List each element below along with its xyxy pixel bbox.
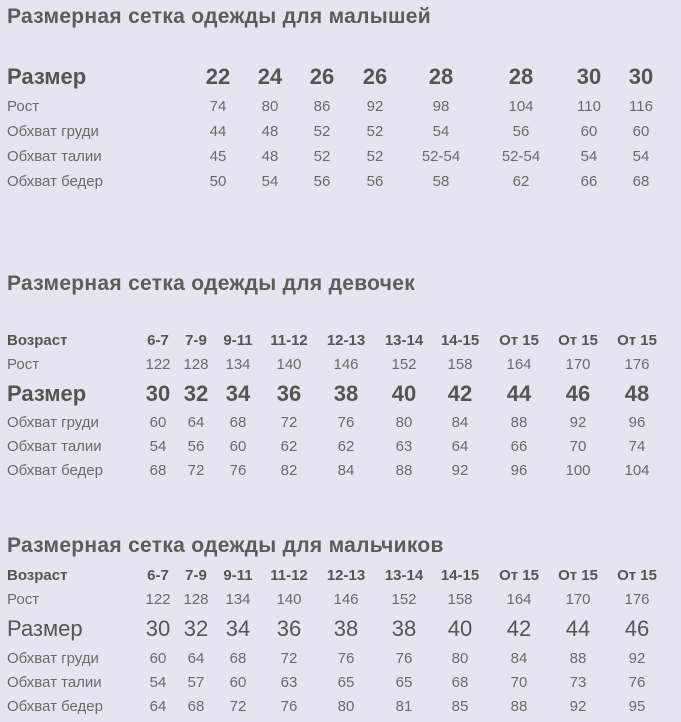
table-cell: 152 <box>391 591 417 608</box>
table-cell: 42 <box>506 616 532 641</box>
row-label: Обхват талии <box>7 674 102 691</box>
table-row <box>0 414 681 438</box>
table-cell: 52 <box>366 148 384 165</box>
table-cell: 12-13 <box>326 567 366 584</box>
table-cell: 60 <box>229 438 247 455</box>
table-cell: 56 <box>313 173 331 190</box>
table-row <box>0 650 681 674</box>
table-cell: 34 <box>225 616 251 641</box>
table-cell: 38 <box>333 381 359 406</box>
table-cell: 11-12 <box>270 332 308 349</box>
row-label: Обхват талии <box>7 148 102 165</box>
table-cell: 58 <box>432 173 450 190</box>
table-cell: 68 <box>451 674 469 691</box>
table-cell: 80 <box>451 650 469 667</box>
table-cell: 68 <box>229 414 247 431</box>
row-label: Обхват бедер <box>7 698 103 715</box>
table-row <box>0 332 681 356</box>
table-cell: 40 <box>391 381 417 406</box>
table-cell: 65 <box>395 674 413 691</box>
table-cell: 80 <box>337 698 355 715</box>
table-row <box>0 698 681 722</box>
table-cell: 52 <box>366 123 384 140</box>
table-cell: 64 <box>187 414 205 431</box>
table-cell: 122 <box>145 356 171 373</box>
table-row <box>0 64 681 88</box>
table-cell: 56 <box>366 173 384 190</box>
table-cell: 72 <box>280 650 298 667</box>
table-cell: 95 <box>628 698 646 715</box>
table-cell: 104 <box>508 98 534 115</box>
table-cell: 68 <box>632 173 650 190</box>
table-cell: 88 <box>510 414 528 431</box>
table-cell: 52 <box>313 123 331 140</box>
table-cell: 32 <box>183 381 209 406</box>
row-label: Обхват груди <box>7 123 99 140</box>
table-cell: 56 <box>512 123 530 140</box>
table-cell: 30 <box>145 616 171 641</box>
table-cell: 84 <box>510 650 528 667</box>
table-cell: От 15 <box>558 332 598 349</box>
table-cell: 176 <box>624 356 650 373</box>
table-cell: От 15 <box>499 332 539 349</box>
row-label: Рост <box>7 98 40 115</box>
table-cell: 48 <box>261 148 279 165</box>
table-cell: 128 <box>183 591 209 608</box>
table-cell: 100 <box>565 462 591 479</box>
table-cell: 62 <box>337 438 355 455</box>
table-cell: 70 <box>510 674 528 691</box>
table-cell: 54 <box>149 674 167 691</box>
table-cell: 86 <box>313 98 331 115</box>
table-cell: 13-14 <box>384 567 424 584</box>
table-cell: 48 <box>624 381 650 406</box>
table-cell: 36 <box>276 381 302 406</box>
table-cell: 76 <box>395 650 413 667</box>
table-cell: 76 <box>229 462 247 479</box>
table-cell: 74 <box>209 98 227 115</box>
table-cell: 84 <box>337 462 355 479</box>
table-cell: 54 <box>261 173 279 190</box>
table-cell: 73 <box>569 674 587 691</box>
table-cell: 42 <box>447 381 473 406</box>
table-cell: 110 <box>577 98 601 115</box>
table-cell: 11-12 <box>270 567 308 584</box>
table-cell: 176 <box>624 591 650 608</box>
table-cell: 7-9 <box>185 567 207 584</box>
table-cell: 81 <box>395 698 413 715</box>
table-row <box>0 567 681 591</box>
table-cell: 54 <box>580 148 598 165</box>
table-row <box>0 674 681 698</box>
table-cell: От 15 <box>617 332 657 349</box>
table-cell: 63 <box>395 438 413 455</box>
table-cell: 48 <box>261 123 279 140</box>
table-cell: 26 <box>309 64 335 89</box>
table-cell: 96 <box>628 414 646 431</box>
table-row <box>0 148 681 172</box>
table-cell: 34 <box>225 381 251 406</box>
table-cell: 164 <box>506 591 532 608</box>
table-cell: 158 <box>447 591 473 608</box>
table-cell: От 15 <box>558 567 598 584</box>
row-label: Размер <box>7 64 87 89</box>
table-cell: 170 <box>565 591 591 608</box>
table-cell: 32 <box>183 616 209 641</box>
table-cell: 92 <box>569 698 587 715</box>
table-cell: 46 <box>565 381 591 406</box>
table-cell: 13-14 <box>384 332 424 349</box>
table-row <box>0 381 681 405</box>
table-cell: 65 <box>337 674 355 691</box>
table-cell: 98 <box>432 98 450 115</box>
table-cell: 63 <box>280 674 298 691</box>
table-cell: 26 <box>362 64 388 89</box>
table-cell: 24 <box>257 64 283 89</box>
table-cell: 60 <box>580 123 598 140</box>
table-cell: 7-9 <box>185 332 207 349</box>
table-cell: 84 <box>451 414 469 431</box>
table-cell: 64 <box>187 650 205 667</box>
table-cell: 128 <box>183 356 209 373</box>
table-cell: 6-7 <box>147 332 169 349</box>
table-cell: 6-7 <box>147 567 169 584</box>
table-cell: 50 <box>209 173 227 190</box>
table-cell: 52 <box>313 148 331 165</box>
table-cell: 122 <box>145 591 171 608</box>
table-cell: 76 <box>280 698 298 715</box>
row-label: Возраст <box>7 332 68 349</box>
row-label: Возраст <box>7 567 68 584</box>
section-title-girls: Размерная сетка одежды для девочек <box>7 272 416 295</box>
table-cell: 28 <box>428 64 454 89</box>
table-cell: 30 <box>576 64 602 89</box>
table-cell: 56 <box>187 438 205 455</box>
table-cell: 92 <box>628 650 646 667</box>
table-cell: 158 <box>447 356 473 373</box>
table-cell: 88 <box>395 462 413 479</box>
table-row <box>0 616 681 640</box>
table-cell: 44 <box>506 381 532 406</box>
table-cell: 74 <box>628 438 646 455</box>
table-cell: 72 <box>229 698 247 715</box>
table-cell: 60 <box>149 414 167 431</box>
table-cell: 134 <box>225 356 251 373</box>
table-cell: 52-54 <box>501 148 541 165</box>
table-cell: 45 <box>209 148 227 165</box>
table-cell: 146 <box>333 356 359 373</box>
table-cell: 60 <box>632 123 650 140</box>
table-cell: 54 <box>149 438 167 455</box>
table-cell: 54 <box>632 148 650 165</box>
table-cell: 72 <box>280 414 298 431</box>
table-cell: 152 <box>391 356 417 373</box>
table-row <box>0 123 681 147</box>
table-cell: 76 <box>337 414 355 431</box>
table-row <box>0 173 681 197</box>
table-cell: 88 <box>569 650 587 667</box>
table-cell: 30 <box>145 381 171 406</box>
table-cell: 68 <box>229 650 247 667</box>
table-cell: 92 <box>451 462 469 479</box>
table-cell: 54 <box>432 123 450 140</box>
table-cell: 80 <box>395 414 413 431</box>
section-title-boys: Размерная сетка одежды для мальчиков <box>7 534 444 557</box>
table-cell: 96 <box>510 462 528 479</box>
row-label: Размер <box>7 381 87 406</box>
table-cell: 9-11 <box>223 332 253 349</box>
table-cell: 134 <box>225 591 251 608</box>
table-cell: 66 <box>510 438 528 455</box>
row-label: Рост <box>7 591 40 608</box>
table-cell: 146 <box>333 591 359 608</box>
table-cell: 62 <box>280 438 298 455</box>
row-label: Обхват талии <box>7 438 102 455</box>
table-cell: 38 <box>391 616 417 641</box>
table-row <box>0 462 681 486</box>
table-cell: 9-11 <box>223 567 253 584</box>
table-cell: 14-15 <box>440 332 480 349</box>
table-row <box>0 438 681 462</box>
table-cell: 36 <box>276 616 302 641</box>
table-cell: 30 <box>628 64 654 89</box>
table-cell: 82 <box>280 462 298 479</box>
table-cell: 38 <box>333 616 359 641</box>
table-cell: 170 <box>565 356 591 373</box>
table-cell: 64 <box>451 438 469 455</box>
section-title-toddlers: Размерная сетка одежды для малышей <box>7 5 431 28</box>
table-cell: 12-13 <box>326 332 366 349</box>
table-cell: 64 <box>149 698 167 715</box>
table-cell: 46 <box>624 616 650 641</box>
table-row <box>0 98 681 122</box>
table-cell: 164 <box>506 356 532 373</box>
table-cell: 66 <box>580 173 598 190</box>
row-label: Обхват бедер <box>7 173 103 190</box>
row-label: Обхват бедер <box>7 462 103 479</box>
table-cell: 68 <box>149 462 167 479</box>
table-cell: 92 <box>569 414 587 431</box>
table-cell: 72 <box>187 462 205 479</box>
table-cell: 68 <box>187 698 205 715</box>
row-label: Обхват груди <box>7 414 99 431</box>
table-cell: 116 <box>629 98 653 115</box>
table-cell: 28 <box>508 64 534 89</box>
table-cell: 62 <box>512 173 530 190</box>
table-row <box>0 591 681 615</box>
table-cell: 44 <box>209 123 227 140</box>
table-cell: 14-15 <box>440 567 480 584</box>
table-cell: 85 <box>451 698 469 715</box>
table-cell: 92 <box>366 98 384 115</box>
table-cell: 104 <box>624 462 650 479</box>
table-cell: 88 <box>510 698 528 715</box>
row-label: Рост <box>7 356 40 373</box>
table-cell: От 15 <box>617 567 657 584</box>
table-cell: 60 <box>149 650 167 667</box>
table-cell: 40 <box>447 616 473 641</box>
table-cell: 52-54 <box>421 148 461 165</box>
table-cell: 44 <box>565 616 591 641</box>
table-cell: 22 <box>205 64 231 89</box>
table-cell: 80 <box>261 98 279 115</box>
row-label: Размер <box>7 616 83 641</box>
table-cell: 140 <box>276 591 302 608</box>
table-cell: От 15 <box>499 567 539 584</box>
table-cell: 60 <box>229 674 247 691</box>
row-label: Обхват груди <box>7 650 99 667</box>
table-cell: 57 <box>187 674 205 691</box>
table-cell: 140 <box>276 356 302 373</box>
table-cell: 76 <box>337 650 355 667</box>
table-cell: 76 <box>628 674 646 691</box>
table-row <box>0 356 681 380</box>
table-cell: 70 <box>569 438 587 455</box>
